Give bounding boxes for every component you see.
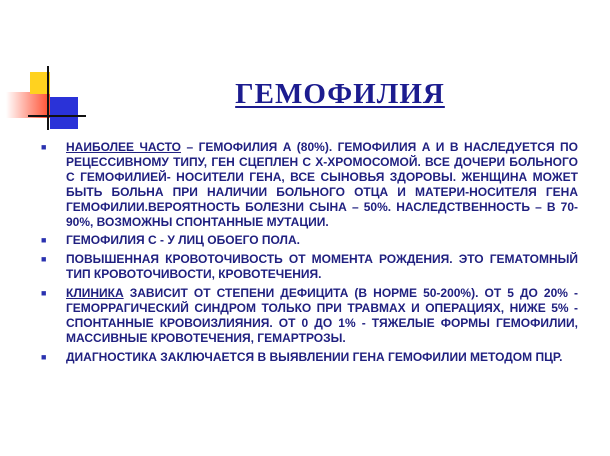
slide-title: ГЕМОФИЛИЯ (235, 78, 445, 110)
list-item (38, 252, 578, 282)
decor-vertical-line (47, 66, 49, 130)
list-item-text: ДИАГНОСТИКА ЗАКЛЮЧАЕТСЯ В ВЫЯВЛЕНИИ ГЕНА ГЕМОФИЛИИ МЕТОДОМ ПЦР. (66, 349, 563, 364)
list-item-text: ПОВЫШЕННАЯ КРОВОТОЧИВОСТЬ ОТ МОМЕНТА РОЖДЕНИЯ. ЭТО ГЕМАТОМНЫЙ ТИП КРОВОТОЧИВОСТИ, КРОВОТЕЧЕНИЯ. (66, 252, 578, 282)
list-item-text: ГЕМОФИЛИЯ С - У ЛИЦ ОБОЕГО ПОЛА. (66, 233, 300, 248)
square-bullet-icon: ■ (41, 351, 47, 362)
bullet-list (38, 140, 578, 369)
list-item-text: НАИБОЛЕЕ ЧАСТО – ГЕМОФИЛИЯ А (80%). ГЕМОФИЛИЯ А И В НАСЛЕДУЕТСЯ ПО РЕЦЕССИВНОМУ ТИПУ, ГЕН СЦЕПЛЕН С Х-ХРОМОСОМОЙ. ВСЕ ДОЧЕРИ БОЛЬНОГО С ГЕМОФИЛИЕЙ- НОСИТЕЛИ ГЕНА, ВСЕ СЫНОВЬЯ ЗДОРОВЫ. ЖЕНЩИНА МОЖЕТ БЫТЬ БОЛЬНА ПРИ НАЛИЧИИ БОЛЬНОГО ОТЦА И МАТЕРИ-НОСИТЕЛЯ ГЕНА ГЕМОФИЛИИ.ВЕРОЯТНОСТЬ БОЛЕЗНИ СЫНА – 50%. НАСЛЕДСТВЕННОСТЬ – В 70-90%, ВОЗМОЖНЫ СПОНТАННЫЕ МУТАЦИИ. (66, 140, 578, 229)
list-item-text: КЛИНИКА ЗАВИСИТ ОТ СТЕПЕНИ ДЕФИЦИТА (В НОРМЕ 50-200%). ОТ 5 ДО 20% - ГЕМОРРАГИЧЕСКИЙ СИНДРОМ ТОЛЬКО ПРИ ТРАВМАХ И ОПЕРАЦИЯХ, НИЖЕ 5% - СПОНТАННЫЕ КРОВОИЗЛИЯНИЯ. ОТ 0 ДО 1% - ТЯЖЕЛЫЕ ФОРМЫ ГЕМОФИЛИИ, МАССИВНЫЕ КРОВОТЕЧЕНИЯ, ГЕМАРТРОЗЫ. (66, 286, 578, 345)
list-item (38, 286, 578, 346)
emphasis-lead: КЛИНИКА (66, 286, 124, 301)
square-bullet-icon: ■ (41, 254, 47, 265)
decor-blue-square (50, 97, 78, 129)
emphasis-lead: НАИБОЛЕЕ ЧАСТО (66, 140, 182, 154)
list-item (38, 233, 578, 248)
list-item (38, 140, 578, 229)
list-item (38, 350, 578, 365)
decor-horizontal-line (28, 115, 86, 117)
square-bullet-icon: ■ (41, 235, 47, 246)
square-bullet-icon: ■ (41, 288, 47, 299)
square-bullet-icon: ■ (41, 142, 47, 152)
